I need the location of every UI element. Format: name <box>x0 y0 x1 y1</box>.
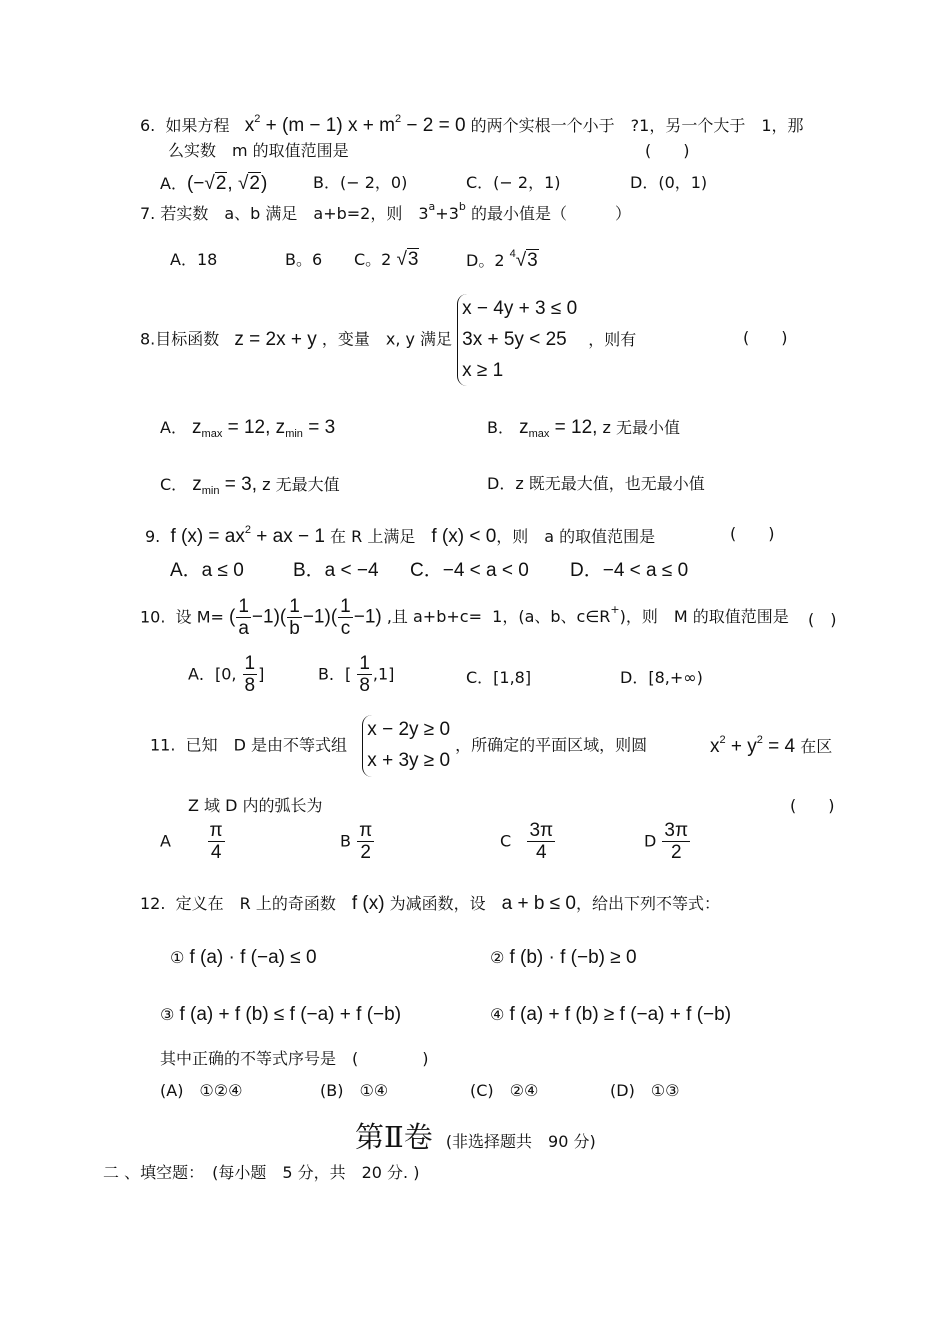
q6-pre: 如果方程 <box>160 116 240 135</box>
q6-stem <box>140 113 804 138</box>
q10-option-b: B．[ $\frac{1}{8}$ ,1] <box>318 653 395 697</box>
q7-option-a: A．18 <box>170 250 218 269</box>
q9-option-d: D．−4 < a ≤ 0 <box>570 560 689 581</box>
q11-constraint-system <box>362 715 450 777</box>
q10-option-d: D．[8,+∞) <box>620 668 703 687</box>
q8-option-c: C． $z_{min} = 3$, z 无最大值 <box>160 474 340 497</box>
q8-post: ，则有 <box>588 329 637 349</box>
q8-function: z = 2x + y <box>234 328 317 350</box>
q12-item-1: ① f (a) · f (−a) ≤ 0 <box>170 947 317 968</box>
q6-option-a: A．(−√2, √2) <box>160 173 268 194</box>
section-note: (非选择题共 90 分) <box>445 1132 596 1151</box>
q9-option-a: A．a ≤ 0 <box>170 560 244 581</box>
q10-paren: ( ) <box>808 610 837 629</box>
q11-option-d: D $\frac{3\pi}{2}$ <box>644 820 689 864</box>
q6-option-c: C．(− 2，1) <box>466 173 561 192</box>
q8-option-a: A． $z_{max} = 12$, $z_{min} = 3$ <box>160 417 336 440</box>
q11-circle: $x^2 + y^2 = 4$ 在区 <box>710 734 833 757</box>
q11-mid: ，所确定的平面区域，则圆 <box>455 735 648 755</box>
section-heading: 第Ⅱ卷 <box>355 1120 433 1154</box>
q8-option-b: B． $z_{max} = 12$, z 无最小值 <box>487 417 681 440</box>
q7-option-c: C。2 √3 <box>354 249 419 270</box>
q11-stem: 11. 已知 D 是由不等式组 x − 2y ≥ 0 x + 3y ≥ 0 ，所确定的平面区域，则圆 <box>150 715 647 777</box>
q7-stem: 7. 若实数 a、b 满足 a+b=2，则 $3^a+3^b$ 的最小值是（ ） <box>140 200 631 223</box>
q6-option-d: D．(0，1) <box>630 173 708 192</box>
q9-option-b: B．a < −4 <box>293 560 379 581</box>
q12-item-2: ② f (b) · f (−b) ≥ 0 <box>490 947 637 968</box>
q8-constraint-system <box>457 294 577 386</box>
q6-equation: $x^2 + (m - 1) x + m^2 - 2 = 0$ <box>244 113 466 136</box>
q8-mid: ，变量 x, y 满足 <box>321 329 453 349</box>
q12-item-4: ④ f (a) + f (b) ≥ f (−a) + f (−b) <box>490 1004 732 1025</box>
q11-constraint-1: x − 2y ≥ 0 <box>367 719 451 740</box>
q6-option-b: B．(− 2，0) <box>313 173 408 192</box>
q12-item-3: ③ f (a) + f (b) ≤ f (−a) + f (−b) <box>160 1004 402 1025</box>
q11-option-c: C $\frac{3\pi}{4}$ <box>500 820 554 864</box>
q8-stem <box>140 294 636 386</box>
q12-stem: 12. 定义在 R 上的奇函数 f (x) 为减函数，设 a + b ≤ 0，给出下列不等式： <box>140 893 720 914</box>
q11-constraint-2: x + 3y ≥ 0 <box>367 749 451 771</box>
q9-paren: ( ) <box>730 524 775 543</box>
q10-post: ,且 a+b+c= 1，(a、b、c∈R+)，则 M 的取值范围是 <box>386 603 789 627</box>
q8-label: 8.目标函数 <box>140 329 220 349</box>
q10-option-c: C．[1,8] <box>466 668 532 687</box>
q7-option-b: B。6 <box>285 250 323 269</box>
q6-post: 的两个实根一个小于 ?1，另一个大于 1，那 <box>470 116 804 135</box>
q12-option-d: (D) ①③ <box>610 1081 680 1100</box>
q8-option-d: D．z 既无最大值，也无最小值 <box>487 474 705 493</box>
q12-option-a: (A) ①②④ <box>160 1081 243 1100</box>
q11-paren: ( ) <box>790 796 835 815</box>
q12-ask: 其中正确的不等式序号是 ( ) <box>160 1049 429 1068</box>
q8-paren: ( ) <box>743 328 788 347</box>
q11-option-b: B $\frac{\pi}{2}$ <box>340 820 373 864</box>
q12-option-b: (B) ①④ <box>320 1081 389 1100</box>
q11-line2: Z 域 D 内的弧长为 <box>188 796 323 815</box>
q7-option-d: D。2 $^4$√3 <box>466 248 538 271</box>
q10-stem: 10. 设 M= ( $\frac{1}{a}$ −1)( $\frac{1}{b}$ −1)( $\frac{1}{c}$ −1) ,且 a+b+c= 1，(a、b、c∈R+)，则 M 的取值范围是 <box>140 596 789 640</box>
q6-number: 6. <box>140 116 156 135</box>
q9-option-c: C．−4 < a < 0 <box>410 560 529 581</box>
q8-constraint-2: 3x + 5y < 25 <box>462 328 567 350</box>
q6-paren: ( ) <box>645 141 690 160</box>
q8-constraint-1: x − 4y + 3 ≤ 0 <box>462 298 578 319</box>
q12-option-c: (C) ②④ <box>470 1081 539 1100</box>
section-title <box>355 1115 596 1156</box>
q10-option-a: A．[0, $\frac{1}{8}$ ] <box>188 653 265 697</box>
q9-stem: 9. f $(x) = ax^2$ + ax − 1 在 R 上满足 f (x) < 0，则 a 的取值范围是 <box>145 524 656 547</box>
q11-option-a: A $\frac{\pi}{4}$ <box>160 820 223 864</box>
fill-in-heading: 二 、填空题： (每小题 5 分，共 20 分. ) <box>103 1163 420 1182</box>
q8-constraint-3: x ≥ 1 <box>462 359 504 381</box>
q6-line2: 么实数 m 的取值范围是 <box>168 141 349 160</box>
